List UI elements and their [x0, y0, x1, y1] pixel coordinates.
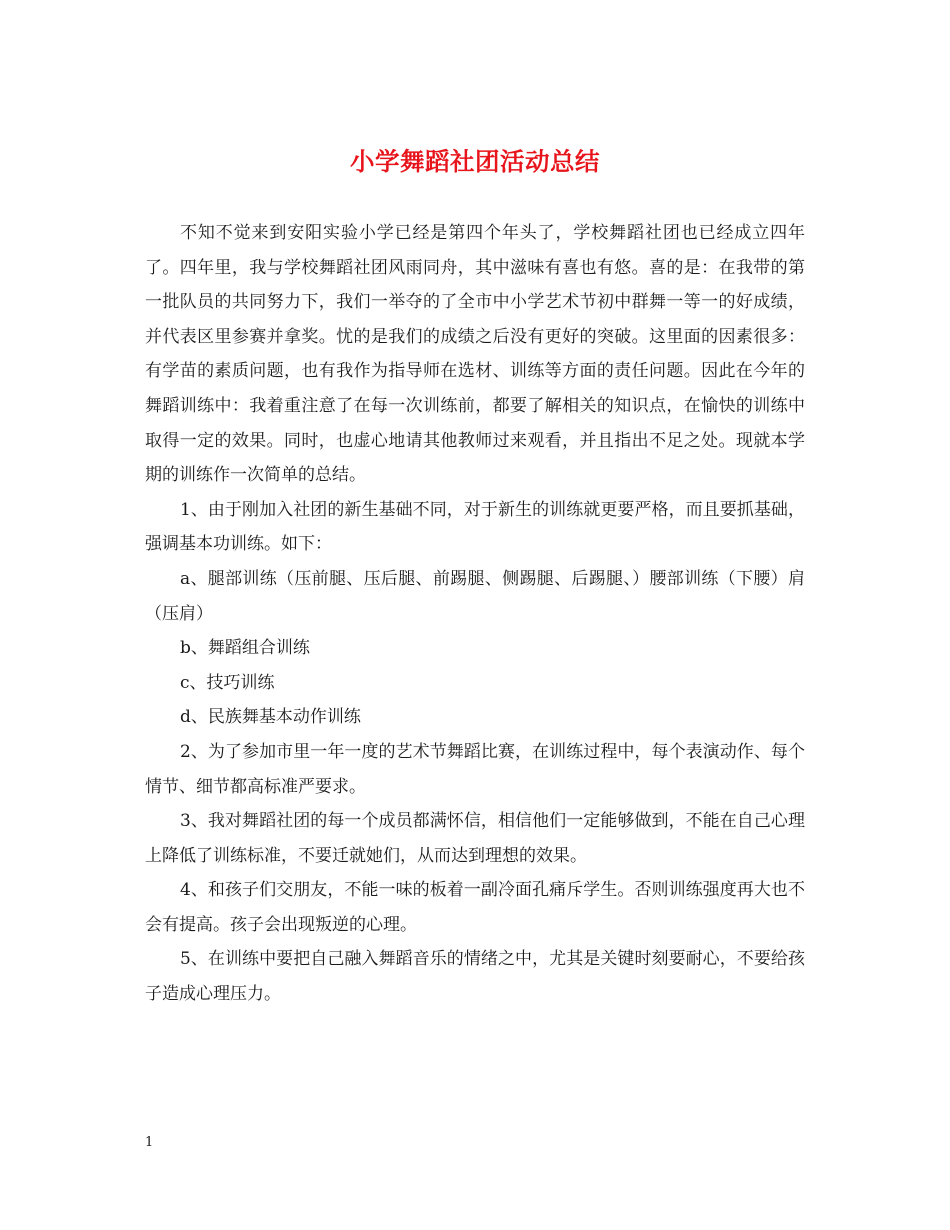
point-1-paragraph: 1、由于刚加入社团的新生基础不同，对于新生的训练就更要严格，而且要抓基础，强调基本功训练。如下：: [145, 499, 805, 555]
sub-item-c: c、技巧训练: [180, 672, 275, 693]
point-5-paragraph: 5、在训练中要把自己融入舞蹈音乐的情绪之中，尤其是关键时刻要耐心，不要给孩子造成心理压力。: [145, 949, 805, 1005]
intro-paragraph: 不知不觉来到安阳实验小学已经是第四个年头了，学校舞蹈社团也已经成立四年了。四年里，我与学校舞蹈社团风雨同舟，其中滋味有喜也有悠。喜的是：在我带的第一批队员的共同努力下，我们一举夺的了全市中小学艺术节初中群舞一等一的好成绩，并代表区里参赛并拿奖。忧的是我们的成绩之后没有更好的突破。这里面的因素很多：有学苗的素质问题，也有我作为指导师在选材、训练等方面的责任问题。因此在今年的舞蹈训练中：我着重注意了在每一次训练前，都要了解相关的知识点，在愉快的训练中取得一定的效果。同时，也虚心地请其他教师过来观看，并且指出不足之处。现就本学期的训练作一次简单的总结。: [145, 223, 805, 486]
page-number: 1: [145, 1135, 154, 1150]
sub-item-b: b、舞蹈组合训练: [180, 638, 310, 659]
sub-item-d: d、民族舞基本动作训练: [180, 707, 361, 728]
sub-item-a: a、腿部训练（压前腿、压后腿、前踢腿、侧踢腿、后踢腿、）腰部训练（下腰）肩（压肩）: [145, 568, 805, 624]
point-4-paragraph: 4、和孩子们交朋友，不能一味的板着一副冷面孔痛斥学生。否则训练强度再大也不会有提高。孩子会出现叛逆的心理。: [145, 880, 805, 935]
point-3-paragraph: 3、我对舞蹈社团的每一个成员都满怀信，相信他们一定能够做到，不能在自己心理上降低了训练标准，不要迁就她们，从而达到理想的效果。: [145, 811, 805, 866]
document-body: [145, 216, 805, 1012]
point-2-paragraph: 2、为了参加市里一年一度的艺术节舞蹈比赛，在训练过程中，每个表演动作、每个情节、细节都高标准严要求。: [145, 741, 805, 797]
document-title: 小学舞蹈社团活动总结: [350, 147, 600, 176]
